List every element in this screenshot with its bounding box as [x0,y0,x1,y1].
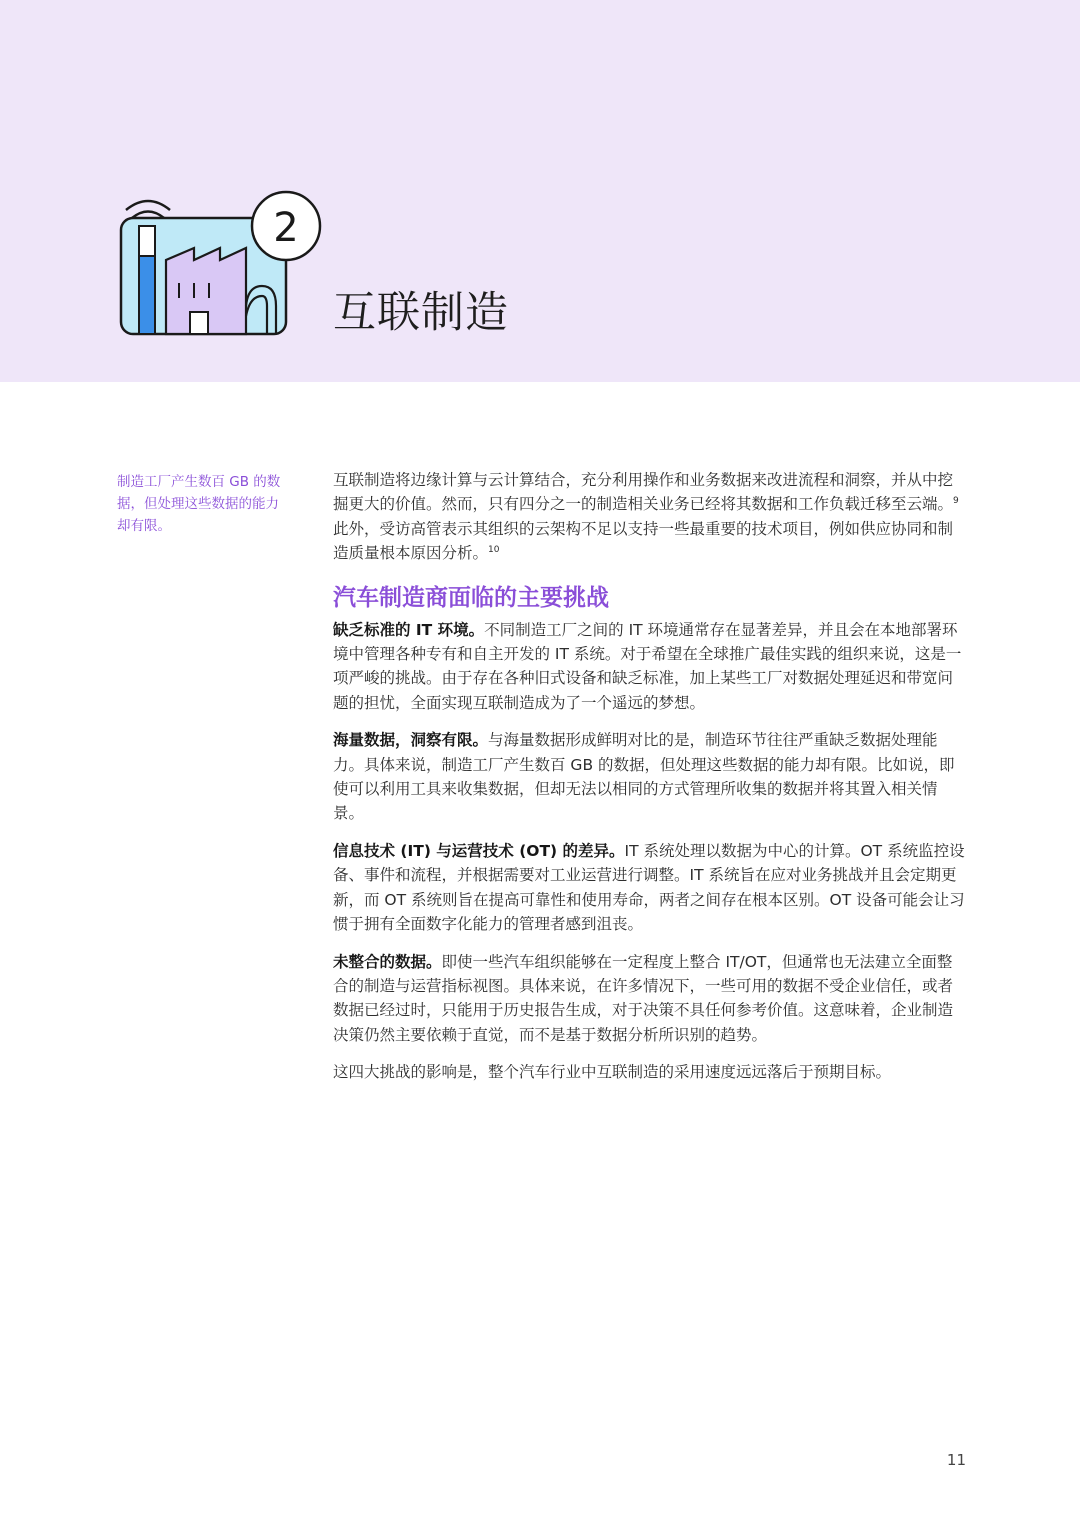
challenge-body: 即使一些汽车组织能够在一定程度上整合 IT/OT，但通常也无法建立全面整合的制造与运营指标视图。具体来说，在许多情况下，一些可用的数据不受企业信任，或者数据已经过时，只能用于历史报告生成，对于决策不具任何参考价值。这意味着，企业制造决策仍然主要依赖于直觉，而不是基于数据分析所识别的趋势。 [333,952,954,1044]
challenge-title: 海量数据，洞察有限。 [333,731,489,750]
challenge-title: 缺乏标准的 IT 环境。 [333,620,485,639]
challenge-body: IT 系统处理以数据为中心的计算。OT 系统监控设备、事件和流程，并根据需要对工业运营进行调整。IT 系统旨在应对业务挑战并且会定期更新，而 OT 系统则旨在提高可靠性和使用寿命，两者之间存在根本区别。OT 设备可能会让习惯于拥有全面数字化能力的管理者感到沮丧。 [333,841,965,934]
section-heading: 汽车制造商面临的主要挑战 [333,584,609,611]
intro-text-b: 此外，受访高管表示其组织的云架构不足以支持一些最重要的技术项目，例如供应协同和制造质量根本原因分析。 [333,519,954,563]
intro-text-a: 互联制造将边缘计算与云计算结合，充分利用操作和业务数据来改进流程和洞察，并从中挖掘更大的价值。然而，只有四分之一的制造相关业务已经将其数据和工作负载迁移至云端。 [333,471,954,514]
challenge-title: 信息技术 (IT) 与运营技术 (OT) 的差异。 [333,841,625,860]
challenge-paragraph [333,728,965,826]
challenge-body: 与海量数据形成鲜明对比的是，制造环节往往严重缺乏数据处理能力。具体来说，制造工厂产生数百 GB 的数据，但处理这些数据的能力却有限。比如说，即使可以利用工具来收集数据，但却无法以相同的方式管理所收集的数据并将其置入相关情景。 [333,731,955,823]
footnote-ref-10: 10 [488,545,500,556]
chapter-header [0,0,1080,382]
chapter-number: 2 [273,205,299,251]
intro-paragraph [333,468,965,566]
conclusion-paragraph: 这四大挑战的影响是，整个汽车行业中互联制造的采用速度远远落后于预期目标。 [333,1063,892,1082]
challenge-paragraph [333,839,965,937]
footnote-ref-9: 9 [953,496,959,507]
challenge-paragraph [333,618,965,716]
challenge-paragraph [333,950,965,1048]
main-content [333,468,965,1085]
factory-wifi-icon [116,188,328,340]
challenge-title: 未整合的数据。 [333,952,442,971]
chapter-title: 互联制造 [333,288,509,338]
challenge-body: 不同制造工厂之间的 IT 环境通常存在显著差异，并且会在本地部署环境中管理各种专有和自主开发的 IT 系统。对于希望在全球推广最佳实践的组织来说，这是一项严峻的挑战。由于存在各种旧式设备和缺乏标准，加上某些工厂对数据处理延迟和带宽问题的担忧，全面实现互联制造成为了一个遥远的梦想。 [333,620,962,712]
page-number: 11 [946,1451,966,1469]
sidebar-pull-quote: 制造工厂产生数百 GB 的数据，但处理这些数据的能力却有限。 [117,474,281,534]
